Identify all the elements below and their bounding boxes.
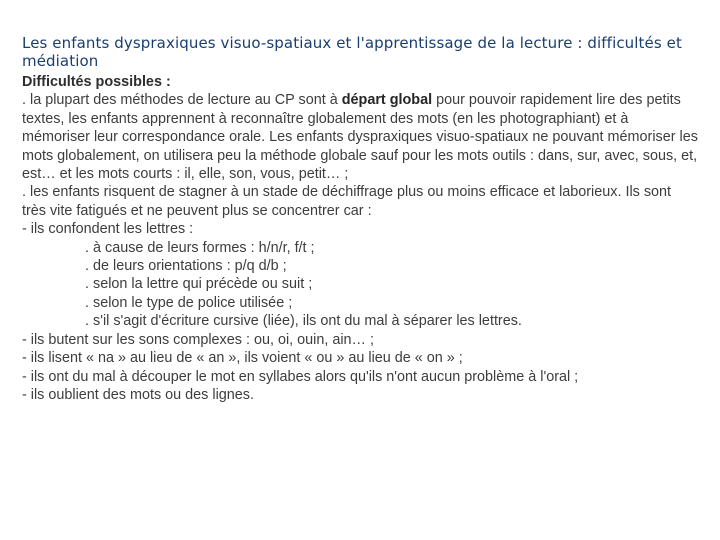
paragraph-global-method (22, 91, 698, 183)
list-item: - ils lisent « na » au lieu de « an », ils voient « ou » au lieu de « on » ; (22, 350, 463, 367)
sub-list-item: . de leurs orientations : p/q d/b ; (85, 258, 287, 275)
paragraph-deciphering: . les enfants risquent de stagner à un stade de déchiffrage plus ou moins efficace et laborieux. Ils sont très vite fatigués et ne peuvent plus se concentrer car : (22, 184, 672, 219)
list-item: - ils confondent les lettres : (22, 221, 194, 238)
sub-list-item: . selon le type de police utilisée ; (85, 294, 293, 311)
document-body (22, 73, 698, 404)
paragraph-text: . la plupart des méthodes de lecture au CP sont à (22, 92, 342, 109)
list-item: - ils butent sur les sons complexes : ou, oi, ouin, ain… ; (22, 331, 374, 348)
document (22, 34, 698, 404)
list-item: - ils oublient des mots ou des lignes. (22, 386, 254, 403)
sub-list-item: . s'il s'agit d'écriture cursive (liée), ils ont du mal à séparer les lettres. (85, 313, 522, 330)
emphasis-text: départ global (341, 92, 433, 109)
sub-list-item: . à cause de leurs formes : h/n/r, f/t ; (85, 239, 315, 256)
list-item: - ils ont du mal à découper le mot en syllabes alors qu'ils n'ont aucun problème à l'oral ; (22, 368, 579, 385)
paragraph-text: pour pouvoir rapidement lire des petits textes, les enfants apprennent à reconnaître globalement des mots (en les photographiant) et à mémoriser leur correspondance orale. Les enfants dyspraxiques visuo-spatiaux ne pouvant mémoriser les mots globalement, on utilisera peu la méthode globale sauf pour les mots outils : dans, sur, avec, sous, et, est… et les mots courts : il, elle, son, vous, petit… ; (22, 92, 698, 183)
section-subtitle: Difficultés possibles : (22, 74, 171, 90)
page-title: Les enfants dyspraxiques visuo-spatiaux et l'apprentissage de la lecture : difficultés et médiation (22, 34, 682, 70)
sub-list-item: . selon la lettre qui précède ou suit ; (85, 276, 313, 293)
